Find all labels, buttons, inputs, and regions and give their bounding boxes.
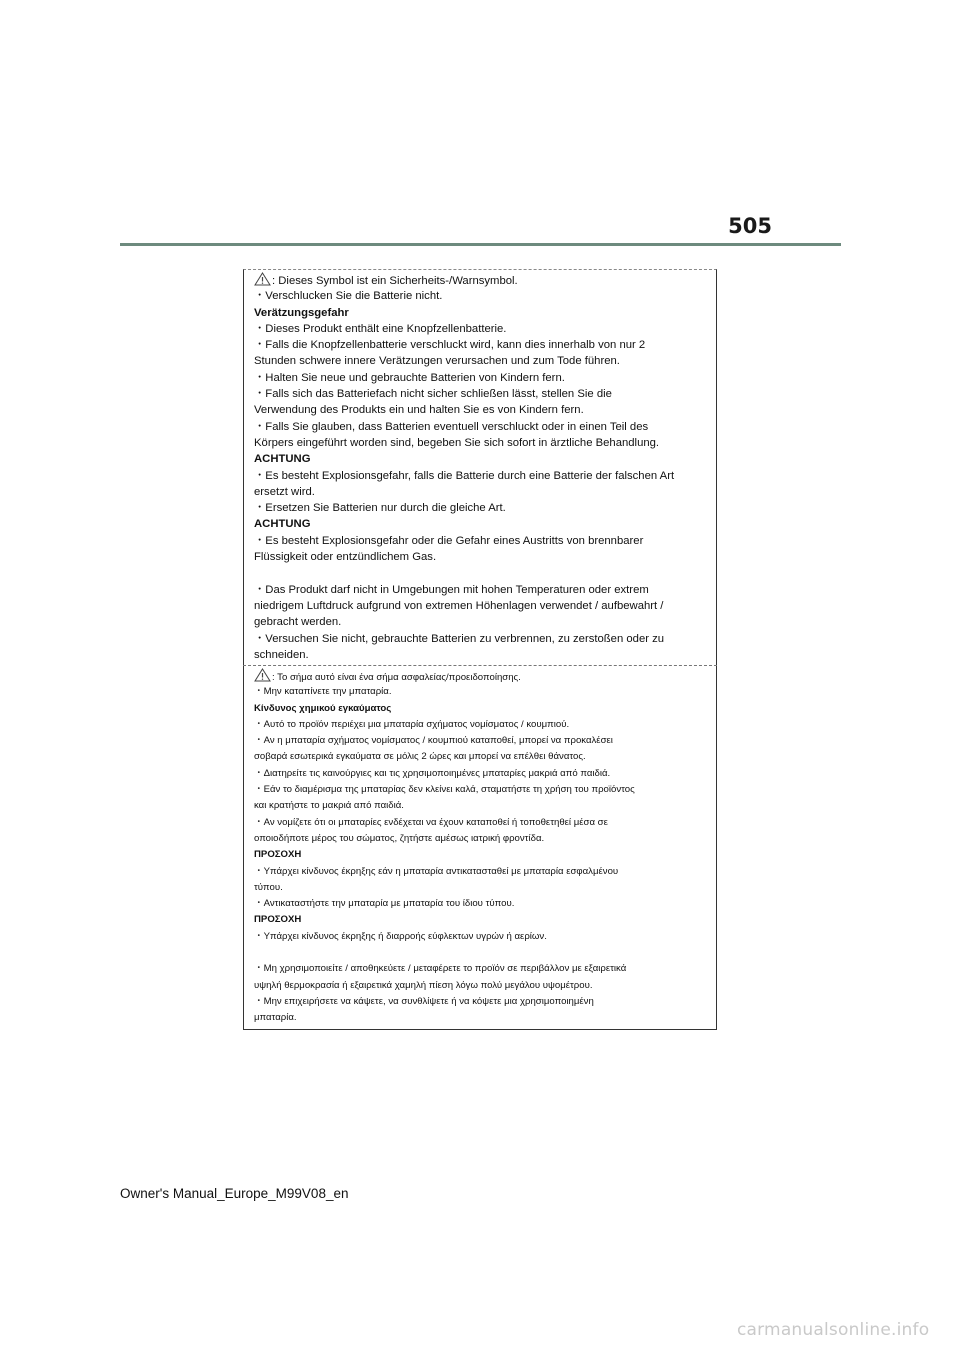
line-text: υψηλή θερμοκρασία ή εξαιρετικά χαμηλή πίεση λόγω πολύ μεγάλου υψομέτρου. [254, 979, 593, 991]
line-text: Flüssigkeit oder entzündlichem Gas. [254, 551, 437, 564]
section-heading [254, 451, 709, 467]
line-text: ・Αντικαταστήστε την μπαταρία με μπαταρία του ίδιου τύπου. [254, 898, 515, 910]
text-line [254, 353, 709, 369]
text-line [254, 684, 709, 700]
line-text: ・Falls die Knopfzellenbatterie verschluckt wird, kann dies innerhalb von nur 2 [254, 339, 646, 352]
text-line [254, 717, 709, 733]
footer-manual-id: Owner's Manual_Europe_M99V08_en [120, 1186, 349, 1201]
text-line [254, 435, 709, 451]
text-line [254, 880, 709, 896]
text-line [254, 733, 709, 749]
text-line [254, 929, 709, 945]
line-text: ・Ersetzen Sie Batterien nur durch die gleiche Art. [254, 502, 506, 515]
line-text: ・Αν νομίζετε ότι οι μπαταρίες ενδέχεται να έχουν καταποθεί ή τοποθετηθεί μέσα σε [254, 816, 608, 828]
line-text: ・Μη χρησιμοποιείτε / αποθηκεύετε / μεταφέρετε το προϊόν σε περιβάλλον με εξαιρετικά [254, 963, 627, 975]
line-text: ・Es besteht Explosionsgefahr oder die Gefahr eines Austritts von brennbarer [254, 534, 644, 547]
line-text: σοβαρά εσωτερικά εγκαύματα σε μόλις 2 ώρες και μπορεί να επέλθει θάνατος. [254, 751, 586, 763]
section-heading [254, 701, 709, 717]
text-line [254, 582, 709, 598]
text-line [254, 668, 709, 684]
text-line [254, 337, 709, 353]
text-line [254, 549, 709, 565]
text-line [254, 766, 709, 782]
greek-warning-section [254, 668, 709, 1027]
section-heading [254, 847, 709, 863]
section-heading [254, 912, 709, 928]
text-line [254, 272, 709, 288]
text-line [254, 961, 709, 977]
text-line [254, 598, 709, 614]
german-warning-section [254, 272, 709, 663]
section-divider [243, 665, 717, 666]
section-heading [254, 305, 709, 321]
line-text: ・Falls sich das Batteriefach nicht sicher schließen lässt, stellen Sie die [254, 388, 612, 401]
text-line [254, 994, 709, 1010]
text-line [254, 798, 709, 814]
line-text: ・Αυτό το προϊόν περιέχει μια μπαταρία σχήματος νομίσματος / κουμπιού. [254, 718, 570, 730]
header-rule [120, 243, 841, 246]
line-text: ・Υπάρχει κίνδυνος έκρηξης ή διαρροής εύφλεκτων υγρών ή αερίων. [254, 930, 547, 942]
line-text: τύπου. [254, 881, 283, 893]
blank-line [254, 565, 709, 581]
text-line [254, 1010, 709, 1026]
watermark: carmanualsonline.info [737, 1320, 930, 1340]
line-text: ・Das Produkt darf nicht in Umgebungen mit hohen Temperaturen oder extrem [254, 583, 649, 596]
line-text: Körpers eingeführt worden sind, begeben Sie sich sofort in ärztliche Behandlung. [254, 436, 660, 449]
line-text: ・Es besteht Explosionsgefahr, falls die Batterie durch eine Batterie der falschen Art [254, 469, 675, 482]
line-text: ACHTUNG [254, 453, 311, 466]
line-text: : Το σήμα αυτό είναι ένα σήμα ασφαλείας/προειδοποίησης. [272, 672, 521, 683]
line-text: και κρατήστε το μακριά από παιδιά. [254, 800, 404, 812]
line-text: ・Halten Sie neue und gebrauchte Batterien von Kindern fern. [254, 371, 565, 384]
line-text: οποιοδήποτε μέρος του σώματος, ζητήστε αμέσως ιατρική φροντίδα. [254, 832, 545, 844]
line-text: Stunden schwere innere Verätzungen verursachen und zum Tode führen. [254, 355, 620, 368]
text-line [254, 749, 709, 765]
text-line [254, 288, 709, 304]
text-line [254, 978, 709, 994]
line-text: ・Verschlucken Sie die Batterie nicht. [254, 290, 443, 303]
text-line [254, 402, 709, 418]
line-text: ・Μην καταπίνετε την μπαταρία. [254, 686, 392, 698]
line-text: ΠΡΟΣΟΧΗ [254, 849, 302, 861]
line-text: ・Dieses Produkt enthält eine Knopfzellenbatterie. [254, 322, 507, 335]
text-line [254, 321, 709, 337]
line-text: ・Αν η μπαταρία σχήματος νομίσματος / κουμπιού καταποθεί, μπορεί να προκαλέσει [254, 735, 613, 747]
text-line [254, 864, 709, 880]
text-line [254, 896, 709, 912]
text-line [254, 614, 709, 630]
line-text: ・Υπάρχει κίνδυνος έκρηξης εάν η μπαταρία αντικατασταθεί με μπαταρία εσφαλμένου [254, 865, 619, 877]
text-line [254, 370, 709, 386]
text-line [254, 831, 709, 847]
text-line [254, 468, 709, 484]
line-text: Verwendung des Produkts ein und halten Sie es von Kindern fern. [254, 404, 584, 417]
text-line [254, 500, 709, 516]
line-text: gebracht werden. [254, 616, 342, 629]
line-text: ・Διατηρείτε τις καινούργιες και τις χρησιμοποιημένες μπαταρίες μακριά από παιδιά. [254, 767, 611, 779]
section-heading [254, 516, 709, 532]
blank-line [254, 945, 709, 961]
line-text: ersetzt wird. [254, 485, 315, 498]
line-text: μπαταρία. [254, 1012, 297, 1024]
line-text: : Dieses Symbol ist ein Sicherheits-/Warnsymbol. [272, 275, 518, 287]
line-text: ACHTUNG [254, 518, 311, 531]
text-line [254, 386, 709, 402]
text-line [254, 484, 709, 500]
line-text: Κίνδυνος χημικού εγκαύματος [254, 702, 392, 714]
line-text: schneiden. [254, 648, 309, 661]
line-text: niedrigem Luftdruck aufgrund von extremen Höhenlagen verwendet / aufbewahrt / [254, 599, 664, 612]
text-line [254, 782, 709, 798]
line-text: ・Μην επιχειρήσετε να κάψετε, να συνθλίψετε ή να κόψετε μια χρησιμοποιημένη [254, 995, 594, 1007]
page-number: 505 [728, 214, 772, 238]
line-text: Verätzungsgefahr [254, 306, 349, 319]
text-line [254, 631, 709, 647]
line-text: ΠΡΟΣΟΧΗ [254, 914, 302, 926]
text-line [254, 647, 709, 663]
text-line [254, 419, 709, 435]
line-text: ・Εάν το διαμέρισμα της μπαταρίας δεν κλείνει καλά, σταματήστε τη χρήση του προϊόντος [254, 784, 635, 796]
text-line [254, 815, 709, 831]
text-line [254, 533, 709, 549]
line-text: ・Falls Sie glauben, dass Batterien eventuell verschluckt oder in einen Teil des [254, 420, 649, 433]
line-text: ・Versuchen Sie nicht, gebrauchte Batterien zu verbrennen, zu zerstoßen oder zu [254, 632, 665, 645]
